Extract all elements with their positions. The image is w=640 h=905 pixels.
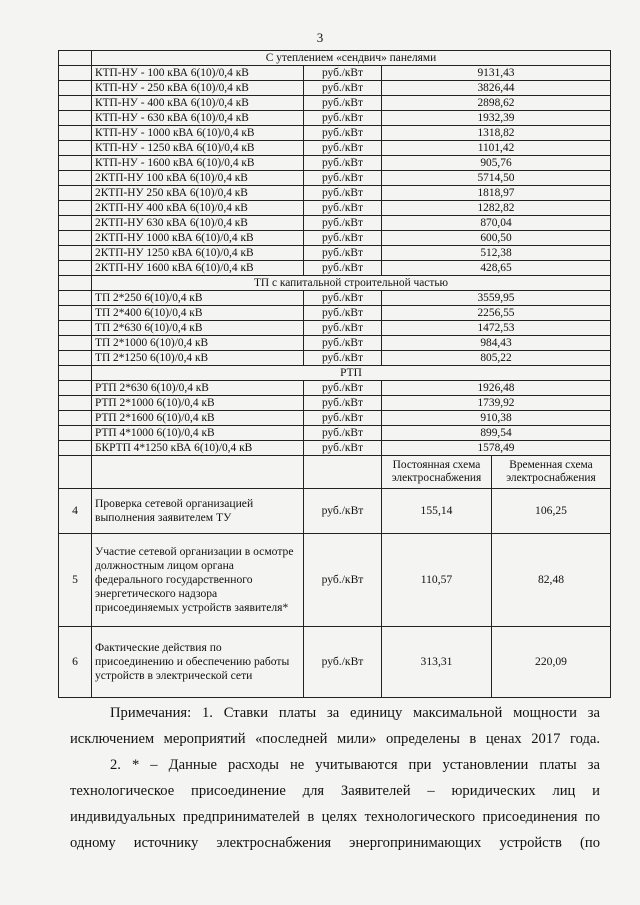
empty-num-cell: [59, 66, 92, 81]
unit-cell: руб./кВт: [304, 489, 382, 534]
table-row: [59, 141, 611, 156]
rate-value: 1932,39: [382, 111, 611, 126]
empty-num-cell: [59, 141, 92, 156]
empty-num-cell: [59, 276, 92, 291]
unit-cell: руб./кВт: [304, 291, 382, 306]
permanent-value: 155,14: [382, 489, 492, 534]
unit-cell: руб./кВт: [304, 66, 382, 81]
table-row: [59, 411, 611, 426]
equipment-name: ТП 2*630 6(10)/0,4 кВ: [92, 321, 304, 336]
notes-block: [70, 700, 600, 856]
section-title: РТП: [92, 366, 611, 381]
rate-value: 1472,53: [382, 321, 611, 336]
empty-num-cell: [59, 291, 92, 306]
note-line: Примечания: 1. Ставки платы за единицу максимальной мощности за: [110, 705, 600, 721]
note-line: 2. * – Данные расходы не учитываются при установлении платы за: [110, 757, 600, 773]
empty-cell: [92, 456, 304, 489]
table-row: [59, 426, 611, 441]
table-row: [59, 321, 611, 336]
empty-num-cell: [59, 381, 92, 396]
unit-cell: руб./кВт: [304, 534, 382, 627]
equipment-name: БКРТП 4*1250 кВА 6(10)/0,4 кВ: [92, 441, 304, 456]
unit-cell: руб./кВт: [304, 231, 382, 246]
rate-value: 899,54: [382, 426, 611, 441]
empty-num-cell: [59, 261, 92, 276]
tariff-table: [58, 50, 611, 698]
table-row: [59, 396, 611, 411]
item-description: Участие сетевой организации в осмотре должностным лицом органа федерального государственного энергетического надзора присоединяемых устройств заявителя*: [92, 534, 304, 627]
unit-cell: руб./кВт: [304, 336, 382, 351]
note-line: одному источнику электроснабжения энергопринимающих устройств (по: [70, 835, 600, 851]
equipment-name: 2КТП-НУ 250 кВА 6(10)/0,4 кВ: [92, 186, 304, 201]
equipment-name: РТП 2*1000 6(10)/0,4 кВ: [92, 396, 304, 411]
empty-num-cell: [59, 306, 92, 321]
equipment-name: КТП-НУ - 400 кВА 6(10)/0,4 кВ: [92, 96, 304, 111]
rate-value: 9131,43: [382, 66, 611, 81]
section-title: ТП с капитальной строительной частью: [92, 276, 611, 291]
rate-value: 3559,95: [382, 291, 611, 306]
unit-cell: руб./кВт: [304, 81, 382, 96]
table-row: [59, 156, 611, 171]
equipment-name: 2КТП-НУ 1000 кВА 6(10)/0,4 кВ: [92, 231, 304, 246]
unit-cell: руб./кВт: [304, 171, 382, 186]
table-row: [59, 171, 611, 186]
empty-num-cell: [59, 51, 92, 66]
item-row: [59, 489, 611, 534]
item-number: 5: [59, 534, 92, 627]
table-row: [59, 336, 611, 351]
empty-num-cell: [59, 411, 92, 426]
unit-cell: руб./кВт: [304, 306, 382, 321]
rate-value: 5714,50: [382, 171, 611, 186]
note-line: исключением мероприятий «последней мили» определены в ценах 2017 года.: [70, 731, 600, 747]
empty-num-cell: [59, 396, 92, 411]
empty-num-cell: [59, 336, 92, 351]
equipment-name: РТП 2*1600 6(10)/0,4 кВ: [92, 411, 304, 426]
equipment-name: ТП 2*400 6(10)/0,4 кВ: [92, 306, 304, 321]
empty-num-cell: [59, 366, 92, 381]
table-row: [59, 351, 611, 366]
temporary-value: 220,09: [492, 627, 611, 698]
unit-cell: руб./кВт: [304, 141, 382, 156]
equipment-name: 2КТП-НУ 100 кВА 6(10)/0,4 кВ: [92, 171, 304, 186]
unit-cell: руб./кВт: [304, 96, 382, 111]
equipment-name: ТП 2*1000 6(10)/0,4 кВ: [92, 336, 304, 351]
empty-num-cell: [59, 111, 92, 126]
unit-cell: руб./кВт: [304, 126, 382, 141]
rate-value: 2898,62: [382, 96, 611, 111]
item-number: 6: [59, 627, 92, 698]
equipment-name: 2КТП-НУ 1250 кВА 6(10)/0,4 кВ: [92, 246, 304, 261]
section-title: С утеплением «сендвич» панелями: [92, 51, 611, 66]
empty-num-cell: [59, 441, 92, 456]
unit-cell: руб./кВт: [304, 321, 382, 336]
equipment-name: КТП-НУ - 1000 кВА 6(10)/0,4 кВ: [92, 126, 304, 141]
empty-num-cell: [59, 426, 92, 441]
empty-num-cell: [59, 81, 92, 96]
table-row: [59, 96, 611, 111]
equipment-name: КТП-НУ - 630 кВА 6(10)/0,4 кВ: [92, 111, 304, 126]
unit-cell: руб./кВт: [304, 216, 382, 231]
rate-value: 2256,55: [382, 306, 611, 321]
unit-cell: руб./кВт: [304, 261, 382, 276]
unit-cell: руб./кВт: [304, 396, 382, 411]
empty-num-cell: [59, 156, 92, 171]
equipment-name: 2КТП-НУ 630 кВА 6(10)/0,4 кВ: [92, 216, 304, 231]
rate-value: 428,65: [382, 261, 611, 276]
empty-num-cell: [59, 126, 92, 141]
section-header-row: [59, 366, 611, 381]
table-row: [59, 231, 611, 246]
empty-num-cell: [59, 186, 92, 201]
empty-num-cell: [59, 246, 92, 261]
rate-value: 905,76: [382, 156, 611, 171]
rate-value: 1739,92: [382, 396, 611, 411]
rate-value: 805,22: [382, 351, 611, 366]
empty-cell: [304, 456, 382, 489]
table-row: [59, 381, 611, 396]
equipment-name: КТП-НУ - 1250 кВА 6(10)/0,4 кВ: [92, 141, 304, 156]
unit-cell: руб./кВт: [304, 627, 382, 698]
equipment-name: ТП 2*250 6(10)/0,4 кВ: [92, 291, 304, 306]
column-header-row: [59, 456, 611, 489]
rate-value: 1282,82: [382, 201, 611, 216]
section-header-row: [59, 51, 611, 66]
temporary-value: 82,48: [492, 534, 611, 627]
table-row: [59, 111, 611, 126]
temporary-value: 106,25: [492, 489, 611, 534]
table-row: [59, 261, 611, 276]
permanent-scheme-header: Постоянная схема электроснабжения: [382, 456, 492, 489]
unit-cell: руб./кВт: [304, 381, 382, 396]
unit-cell: руб./кВт: [304, 351, 382, 366]
empty-num-cell: [59, 96, 92, 111]
permanent-value: 313,31: [382, 627, 492, 698]
unit-cell: руб./кВт: [304, 186, 382, 201]
table-row: [59, 306, 611, 321]
page-number: 3: [316, 30, 324, 45]
unit-cell: руб./кВт: [304, 441, 382, 456]
table-row: [59, 66, 611, 81]
section-header-row: [59, 276, 611, 291]
rate-value: 3826,44: [382, 81, 611, 96]
equipment-name: КТП-НУ - 250 кВА 6(10)/0,4 кВ: [92, 81, 304, 96]
rate-value: 1578,49: [382, 441, 611, 456]
table-row: [59, 246, 611, 261]
equipment-name: 2КТП-НУ 400 кВА 6(10)/0,4 кВ: [92, 201, 304, 216]
rate-value: 910,38: [382, 411, 611, 426]
rate-value: 1318,82: [382, 126, 611, 141]
rate-value: 1818,97: [382, 186, 611, 201]
rate-value: 984,43: [382, 336, 611, 351]
equipment-name: ТП 2*1250 6(10)/0,4 кВ: [92, 351, 304, 366]
rate-value: 512,38: [382, 246, 611, 261]
empty-num-cell: [59, 351, 92, 366]
item-number: 4: [59, 489, 92, 534]
table-row: [59, 216, 611, 231]
rate-value: 1926,48: [382, 381, 611, 396]
table-row: [59, 441, 611, 456]
table-row: [59, 291, 611, 306]
equipment-name: КТП-НУ - 100 кВА 6(10)/0,4 кВ: [92, 66, 304, 81]
table-row: [59, 81, 611, 96]
item-description: Проверка сетевой организацией выполнения заявителем ТУ: [92, 489, 304, 534]
rate-value: 1101,42: [382, 141, 611, 156]
unit-cell: руб./кВт: [304, 426, 382, 441]
rate-value: 870,04: [382, 216, 611, 231]
unit-cell: руб./кВт: [304, 201, 382, 216]
empty-num-cell: [59, 171, 92, 186]
equipment-name: КТП-НУ - 1600 кВА 6(10)/0,4 кВ: [92, 156, 304, 171]
table-row: [59, 186, 611, 201]
item-row: [59, 627, 611, 698]
empty-num-cell: [59, 456, 92, 489]
equipment-name: РТП 2*630 6(10)/0,4 кВ: [92, 381, 304, 396]
item-row: [59, 534, 611, 627]
empty-num-cell: [59, 231, 92, 246]
equipment-name: РТП 4*1000 6(10)/0,4 кВ: [92, 426, 304, 441]
rate-value: 600,50: [382, 231, 611, 246]
empty-num-cell: [59, 216, 92, 231]
item-description: Фактические действия по присоединению и обеспечению работы устройств в электрической сети: [92, 627, 304, 698]
temporary-scheme-header: Временная схема электроснабжения: [492, 456, 611, 489]
permanent-value: 110,57: [382, 534, 492, 627]
note-line: индивидуальных предпринимателей в целях технологического присоединения по: [70, 809, 600, 825]
empty-num-cell: [59, 321, 92, 336]
equipment-name: 2КТП-НУ 1600 кВА 6(10)/0,4 кВ: [92, 261, 304, 276]
unit-cell: руб./кВт: [304, 156, 382, 171]
table-row: [59, 201, 611, 216]
unit-cell: руб./кВт: [304, 246, 382, 261]
unit-cell: руб./кВт: [304, 111, 382, 126]
table-row: [59, 126, 611, 141]
note-line: технологическое присоединение для Заявителей – юридических лиц и: [70, 783, 600, 799]
empty-num-cell: [59, 201, 92, 216]
unit-cell: руб./кВт: [304, 411, 382, 426]
